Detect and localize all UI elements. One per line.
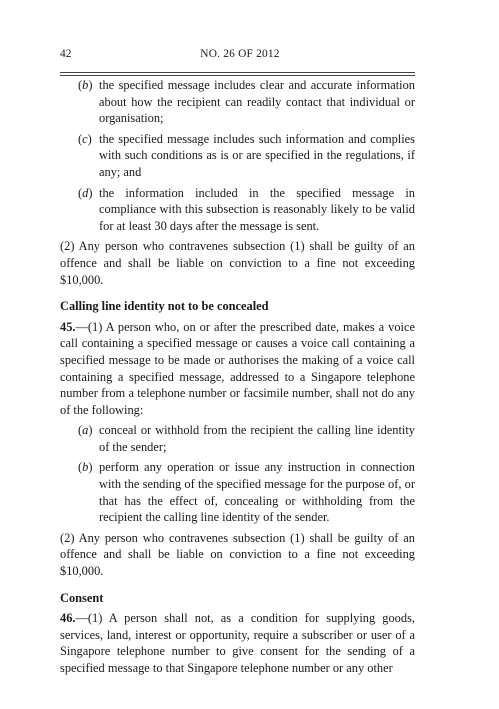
section-paragraph	[60, 610, 415, 676]
item-text: the specified message includes such information and complies with such conditions as is or are specified in the regulations, if any; and	[99, 131, 415, 179]
item-text: perform any operation or issue any instruction in connection with the sending of the specified message for the purpose of, or that has the effect of, concealing or withholding from the recipient the calling line identity of the sender.	[99, 460, 415, 525]
section-text: —(1) A person shall not, as a condition for supplying goods, services, land, interest or opportunity, require a subscriber or user of a Singapore telephone number to give consent for the sending of a specified message to that Singapore telephone number or any other	[60, 611, 415, 675]
subsection-2-paragraph: (2) Any person who contravenes subsection (1) shall be guilty of an offence and shall be liable on conviction to a fine not exceeding $10,000.	[60, 530, 415, 579]
section-number: 46.	[60, 611, 76, 626]
page-header	[60, 46, 420, 62]
section-paragraph	[60, 319, 415, 419]
section-number: 45.	[60, 319, 76, 334]
list-item	[78, 459, 415, 525]
running-title: NO. 26 OF 2012	[200, 48, 280, 60]
page-number: 42	[60, 48, 72, 60]
item-text: the information included in the specified message in compliance with this subsection is reasonably likely to be valid for at least 30 days after the message is sent.	[99, 185, 415, 233]
list-item	[78, 185, 415, 235]
list-item	[78, 422, 415, 455]
subsection-2-paragraph: (2) Any person who contravenes subsection (1) shall be guilty of an offence and shall be liable on conviction to a fine not exceeding $10,000.	[60, 239, 415, 287]
item-text: conceal or withhold from the recipient the calling line identity of the sender;	[99, 423, 415, 454]
list-item	[78, 131, 415, 181]
header-rule-top	[60, 72, 415, 73]
item-label: (c)	[78, 131, 92, 146]
item-label: (b)	[78, 460, 93, 475]
section-text: —(1) A person who, on or after the prescribed date, makes a voice call containing a specified message or causes a voice call containing a specified message to be made or authorises the making of a voice call containing a specified message, addressed to a Singapore telephone number from a telephone number or facsimile number, shall not do any of the following:	[60, 319, 415, 417]
section-heading: Consent	[60, 590, 104, 605]
page-body	[60, 77, 415, 677]
item-label: (a)	[78, 423, 93, 438]
item-label: (b)	[78, 78, 93, 92]
section-heading: Calling line identity not to be concealed	[60, 299, 269, 314]
header-rule-bottom	[60, 75, 415, 76]
list-item	[78, 77, 415, 127]
item-text: the specified message includes clear and accurate information about how the recipient can readily contact that individual or organisation;	[99, 78, 415, 126]
item-label: (d)	[78, 185, 93, 200]
